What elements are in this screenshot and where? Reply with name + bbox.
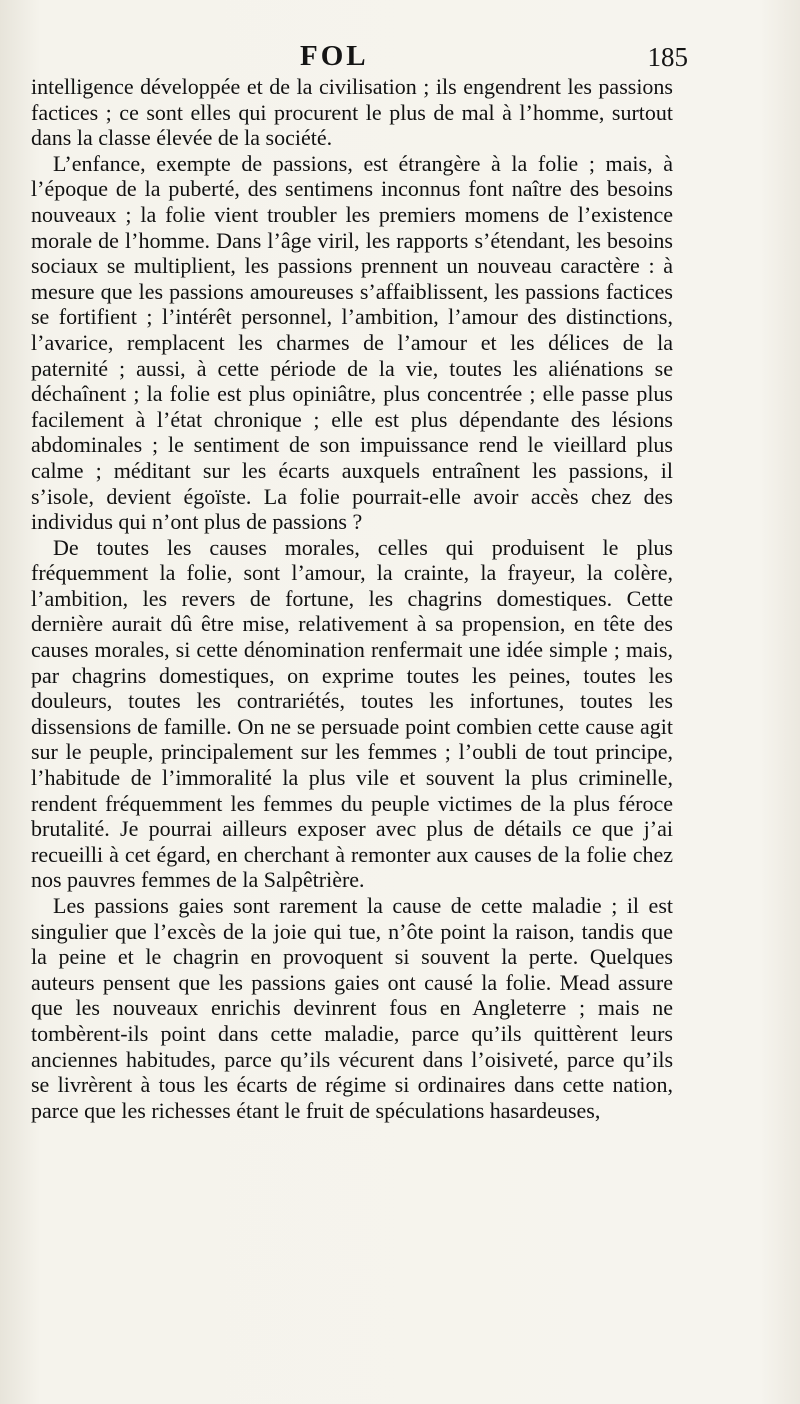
running-title: FOL bbox=[300, 40, 369, 72]
paragraph-passions-gaies: Les passions gaies sont rarement la cause de cette maladie ; il est singulier que l’excès de la joie qui tue, n’ôte point la raison, tandis que la peine et le chagrin en provoquent si souvent la perte. Quelques auteurs pensent que les passions gaies ont causé la folie. Mead assure que les nouveaux enrichis devinrent fous en Angleterre ; mais ne tombèrent-ils point dans cette maladie, parce qu’ils quittèrent leurs anciennes habitudes, parce qu’ils vécurent dans l’oisiveté, parce qu’ils se livrèrent à tous les écarts de régime si ordinaires dans cette nation, parce que les richesses étant le fruit de spéculations hasardeuses, bbox=[31, 893, 673, 1123]
paragraph-causes-morales: De toutes les causes morales, celles qui produisent le plus fréquemment la folie, sont l’amour, la crainte, la frayeur, la colère, l’ambition, les revers de fortune, les chagrins domestiques. Cette dernière aurait dû être mise, relativement à sa propension, en tête des causes morales, si cette dénomination renfermait une idée simple ; mais, par chagrins domestiques, on exprime toutes les peines, toutes les douleurs, toutes les contrariétés, toutes les infortunes, toutes les dissensions de famille. On ne se persuade point combien cette cause agit sur le peuple, principalement sur les femmes ; l’oubli de tout principe, l’habitude de l’immoralité la plus vile et souvent la plus criminelle, rendent fréquemment les femmes du peuple victimes de la plus féroce brutalité. Je pourrai ailleurs exposer avec plus de détails ce que j’ai recueilli à cet égard, en cherchant à remonter aux causes de la folie chez nos pauvres femmes de la Salpêtrière. bbox=[31, 534, 673, 893]
body-text bbox=[31, 74, 673, 1123]
page-number: 185 bbox=[647, 42, 688, 72]
paragraph-continuation: intelligence développée et de la civilisation ; ils engendrent les passions factices ; ce sont elles qui procurent le plus de mal à l’homme, surtout dans la classe élevée de la société. bbox=[31, 74, 673, 151]
paragraph-enfance: L’enfance, exempte de passions, est étrangère à la folie ; mais, à l’époque de la puberté, des sentimens inconnus font naître des besoins nouveaux ; la folie vient troubler les premiers momens de l’existence morale de l’homme. Dans l’âge viril, les rapports s’étendant, les besoins sociaux se multiplient, les passions prennent un nouveau caractère : à mesure que les passions amoureuses s’affaiblissent, les passions factices se fortifient ; l’intérêt personnel, l’ambition, l’amour des distinctions, l’avarice, remplacent les charmes de l’amour et les délices de la paternité ; aussi, à cette période de la vie, toutes les aliénations se déchaînent ; la folie est plus opiniâtre, plus concentrée ; elle passe plus facilement à l’état chronique ; elle est plus dépendante des lésions abdominales ; le sentiment de son impuissance rend le vieillard plus calme ; méditant sur les écarts auxquels entraînent les passions, il s’isole, devient égoïste. La folie pourrait-elle avoir accès chez des individus qui n’ont plus de passions ? bbox=[31, 150, 673, 535]
